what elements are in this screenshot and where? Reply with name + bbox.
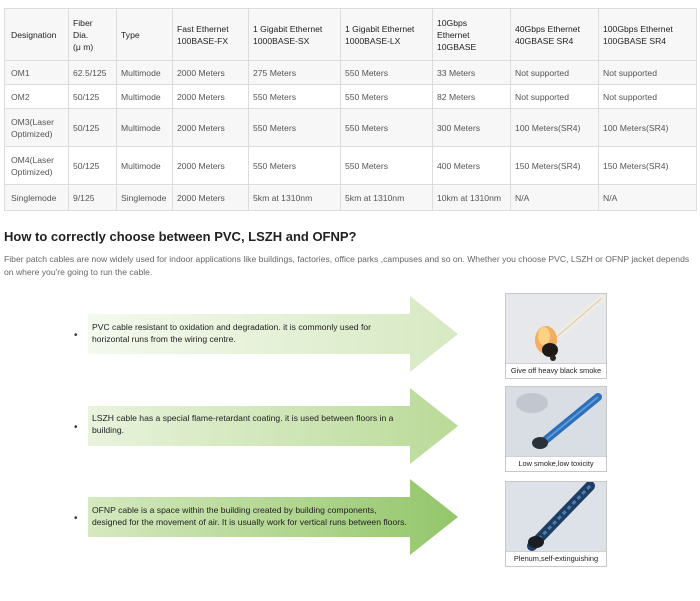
header-10g: 10Gbps Ethernet 10GBASE — [433, 9, 511, 61]
table-cell: 50/125 — [69, 109, 117, 147]
table-row — [5, 185, 697, 211]
fiber-spec-table — [4, 8, 697, 211]
table-cell: 550 Meters — [341, 109, 433, 147]
table-cell: 550 Meters — [341, 61, 433, 85]
table-cell: 9/125 — [69, 185, 117, 211]
intro-paragraph: Fiber patch cables are now widely used for indoor applications like buildings, factories, office parks ,campuses and so on. Whether you choose PVC, LSZH or OFNP jacket depends on where you're going to run the cable. — [4, 254, 690, 277]
table-row — [5, 109, 697, 147]
table-cell: 150 Meters(SR4) — [511, 147, 599, 185]
header-fiber-dia: Fiber Dia. (μ m) — [69, 9, 117, 61]
bullet-icon: • — [74, 422, 78, 433]
table-cell: OM3(Laser Optimized) — [5, 109, 69, 147]
table-cell: Multimode — [117, 61, 173, 85]
table-cell: 50/125 — [69, 147, 117, 185]
table-cell: 100 Meters(SR4) — [599, 109, 697, 147]
table-cell: 2000 Meters — [173, 147, 249, 185]
bullet-icon: • — [74, 513, 78, 524]
lszh-arrow — [74, 386, 460, 466]
header-fast-ethernet: Fast Ethernet 100BASE-FX — [173, 9, 249, 61]
table-cell: 550 Meters — [341, 85, 433, 109]
table-cell: 2000 Meters — [173, 85, 249, 109]
table-cell: Not supported — [511, 61, 599, 85]
table-cell: OM4(Laser Optimized) — [5, 147, 69, 185]
header-40g: 40Gbps Ethernet 40GBASE SR4 — [511, 9, 599, 61]
table-cell: 100 Meters(SR4) — [511, 109, 599, 147]
header-100g: 100Gbps Ethernet 100GBASE SR4 — [599, 9, 697, 61]
header-type: Type — [117, 9, 173, 61]
table-cell: 550 Meters — [341, 147, 433, 185]
table-cell: 300 Meters — [433, 109, 511, 147]
table-cell: Not supported — [511, 85, 599, 109]
table-cell: 33 Meters — [433, 61, 511, 85]
table-cell: 550 Meters — [249, 147, 341, 185]
pvc-arrow — [74, 294, 460, 374]
table-cell: 10km at 1310nm — [433, 185, 511, 211]
table-cell: 82 Meters — [433, 85, 511, 109]
table-cell: 550 Meters — [249, 109, 341, 147]
table-cell: 550 Meters — [249, 85, 341, 109]
section-title: How to correctly choose between PVC, LSZH and OFNP? — [4, 229, 357, 244]
pvc-caption: Give off heavy black smoke — [506, 363, 606, 378]
table-cell: 2000 Meters — [173, 185, 249, 211]
table-cell: OM1 — [5, 61, 69, 85]
table-row — [5, 61, 697, 85]
lszh-photo — [505, 386, 607, 472]
bullet-icon: • — [74, 330, 78, 341]
table-cell: 400 Meters — [433, 147, 511, 185]
table-header-row — [5, 9, 697, 61]
plenum-cable-icon — [506, 482, 607, 554]
table-cell: Singlemode — [117, 185, 173, 211]
pvc-photo — [505, 293, 607, 379]
table-cell: N/A — [511, 185, 599, 211]
table-cell: N/A — [599, 185, 697, 211]
table-cell: 62.5/125 — [69, 61, 117, 85]
burning-cable-icon — [506, 294, 607, 366]
lszh-caption: Low smoke,low toxicity — [506, 456, 606, 471]
pvc-description: PVC cable resistant to oxidation and degradation. it is commonly used for horizontal runs from the wiring centre. — [92, 322, 371, 344]
table-cell: 5km at 1310nm — [341, 185, 433, 211]
table-cell: OM2 — [5, 85, 69, 109]
table-row — [5, 147, 697, 185]
table-cell: 5km at 1310nm — [249, 185, 341, 211]
table-cell: 50/125 — [69, 85, 117, 109]
table-cell: 150 Meters(SR4) — [599, 147, 697, 185]
table-cell: Multimode — [117, 109, 173, 147]
table-cell: Multimode — [117, 147, 173, 185]
blue-cable-icon — [506, 387, 607, 459]
ofnp-caption: Plenum,self-extinguishing — [506, 551, 606, 566]
header-designation: Designation — [5, 9, 69, 61]
table-cell: Not supported — [599, 61, 697, 85]
table-cell: Not supported — [599, 85, 697, 109]
ofnp-photo — [505, 481, 607, 567]
table-row — [5, 85, 697, 109]
header-1g-lx: 1 Gigabit Ethernet 1000BASE-LX — [341, 9, 433, 61]
table-cell: 2000 Meters — [173, 61, 249, 85]
ofnp-description: OFNP cable is a space within the building created by building components, designed for the movement of air. It is usually work for vertical runs between floors. — [92, 505, 407, 527]
table-cell: Multimode — [117, 85, 173, 109]
table-cell: 275 Meters — [249, 61, 341, 85]
table-cell: 2000 Meters — [173, 109, 249, 147]
table-cell: Singlemode — [5, 185, 69, 211]
header-1g-sx: 1 Gigabit Ethernet 1000BASE-SX — [249, 9, 341, 61]
ofnp-arrow — [74, 477, 460, 557]
lszh-description: LSZH cable has a special flame-retardant coating. it is used between floors in a building. — [92, 413, 394, 435]
